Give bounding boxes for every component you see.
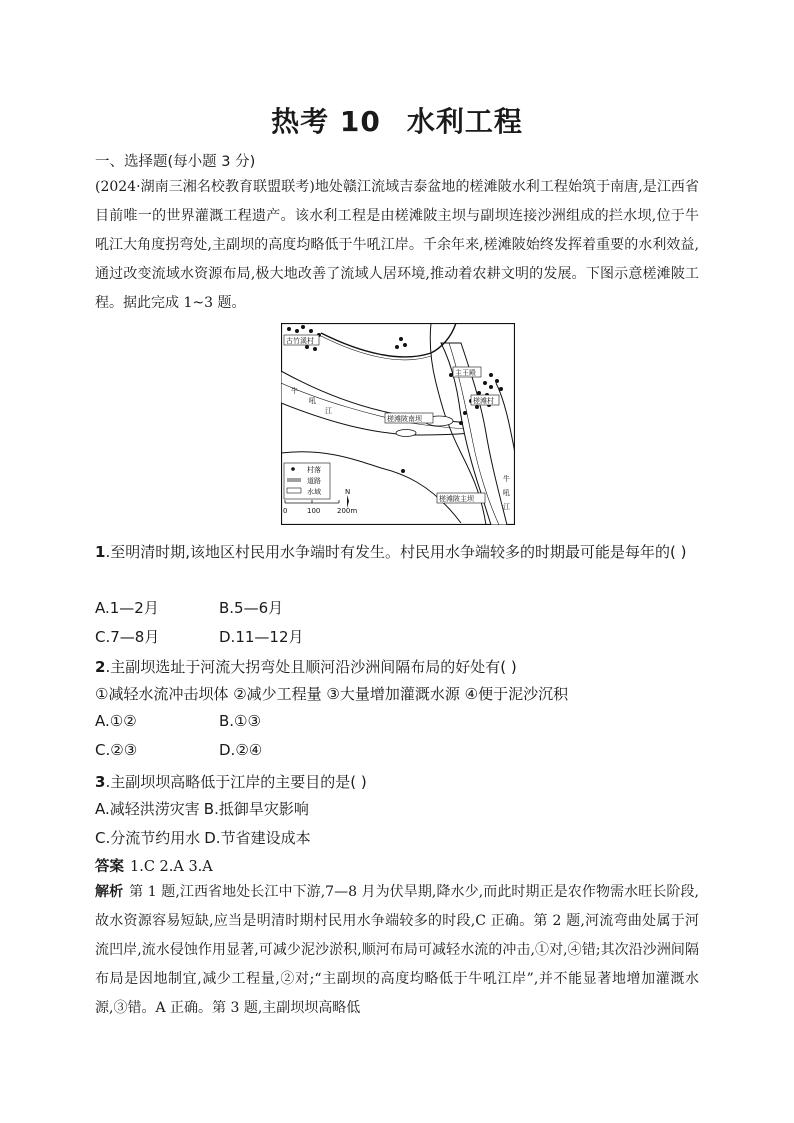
question-text: .主副坝选址于河流大拐弯处且顺河沿沙洲间隔布局的好处有( )	[105, 658, 517, 676]
north-arrow-label: N	[345, 488, 351, 496]
map-label-temple: 主王殿	[455, 369, 476, 377]
scale-100: 100	[307, 507, 321, 515]
question-number: 1	[95, 543, 106, 561]
analysis-text: 第 1 题,江西省地处长江中下游,7—8 月为伏旱期,降水少,而此时期正是农作物需水旺长阶段,故水资源容易短缺,应当是明清时期村民用水争端较多的时段,C 正确。第 2 题,河流弯曲处属于河流凹岸,流水侵蚀作用显著,可减少泥沙淤积,顺河布局可减轻水流的冲击,①对,④错;其次沿沙洲间隔布局是因地制宜,减少工程量,②对;“主副坝的高度均略低于牛吼江岸”,并不能显著地增加灌溉水源,③错。A 正确。第 3 题,主副坝坝高略低	[95, 884, 699, 1016]
title-number: 热考 10	[271, 105, 381, 138]
scale-200: 200m	[337, 507, 358, 515]
map-river-char: 吼	[309, 397, 316, 405]
legend-village: 村落	[307, 466, 321, 474]
page-title	[0, 100, 794, 140]
q2-options-row2	[95, 741, 262, 759]
legend-road: 道路	[307, 477, 321, 485]
scale-0: 0	[283, 507, 288, 515]
answer-text: 1.C 2.A 3.A	[130, 859, 213, 875]
map-river-char: 江	[325, 407, 332, 415]
map-river-char: 吼	[503, 489, 510, 497]
option-b[interactable]: B.①③	[219, 712, 261, 730]
map-label-village2: 槎滩村	[473, 397, 494, 405]
map-river-char: 牛	[503, 475, 510, 483]
analysis-paragraph	[95, 878, 699, 1023]
option-a[interactable]: A.减轻洪涝灾害	[95, 800, 200, 818]
option-c[interactable]: C.②③	[95, 741, 138, 759]
q1-options-row1	[95, 597, 283, 618]
map-label-main-dam: 槎滩陂主坝	[439, 495, 474, 503]
section-heading: 一、选择题(每小题 3 分)	[95, 154, 256, 170]
answer-tag: 答案	[95, 859, 124, 875]
dam-map-figure	[281, 323, 515, 525]
q2-statements: ①减轻水流冲击坝体 ②减少工程量 ③大量增加灌溉水源 ④便于泥沙沉积	[95, 685, 569, 703]
option-b[interactable]: B.抵御旱灾影响	[203, 800, 309, 818]
option-c[interactable]: C.7—8月	[95, 628, 160, 646]
question-text: .主副坝坝高略低于江岸的主要目的是( )	[105, 773, 367, 791]
question-1	[95, 538, 699, 567]
intro-paragraph: (2024·湖南三湘名校教育联盟联考)地处赣江流域吉泰盆地的槎滩陂水利工程始筑于南唐,是江西省目前唯一的世界灌溉工程遗产。该水利工程是由槎滩陂主坝与副坝连接沙洲组成的拦水坝,位于牛吼江大角度拐弯处,主副坝的高度均略低于牛吼江岸。千余年来,槎滩陂始终发挥着重要的水利效益,通过改变流域水资源布局,极大地改善了流域人居环境,推动着农耕文明的发展。下图示意槎滩陂工程。据此完成 1~3 题。	[95, 179, 699, 311]
map-river-char: 江	[503, 503, 510, 511]
q3-options-row1	[95, 798, 309, 819]
option-c[interactable]: C.分流节约用水	[95, 829, 201, 847]
map-label-village: 古竹溪村	[286, 337, 314, 345]
option-d[interactable]: D.②④	[219, 741, 263, 759]
answer-line	[95, 855, 213, 876]
question-number: 3	[95, 773, 106, 791]
title-topic: 水利工程	[406, 105, 523, 138]
question-3	[95, 768, 699, 797]
map-drawing	[281, 323, 515, 525]
legend-water: 水域	[307, 488, 321, 496]
option-d[interactable]: D.节省建设成本	[204, 829, 311, 847]
option-a[interactable]: A.1—2月	[95, 599, 159, 617]
map-label-south-dam: 槎滩陂南坝	[387, 415, 422, 423]
option-d[interactable]: D.11—12月	[219, 628, 304, 646]
map-river-char: 牛	[291, 387, 298, 395]
analysis-tag: 解析	[95, 884, 124, 900]
question-2	[95, 653, 699, 682]
question-number: 2	[95, 658, 106, 676]
option-b[interactable]: B.5—6月	[219, 599, 284, 617]
q2-options-row1	[95, 712, 261, 730]
q3-options-row2	[95, 827, 311, 848]
q1-options-row2	[95, 626, 304, 647]
question-text: .至明清时期,该地区村民用水争端时有发生。村民用水争端较多的时期最可能是每年的( )	[105, 543, 687, 561]
option-a[interactable]: A.①②	[95, 712, 137, 730]
